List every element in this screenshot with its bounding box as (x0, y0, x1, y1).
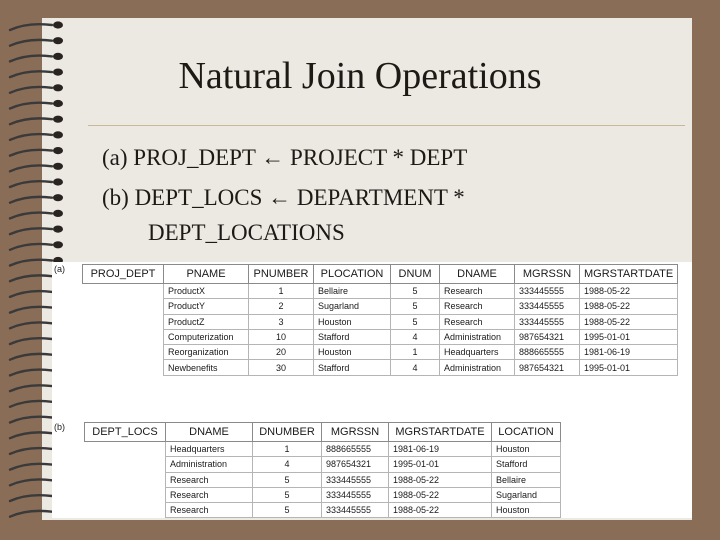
table-cell: Research (440, 314, 515, 329)
column-header: MGRSTARTDATE (580, 265, 678, 284)
table-cell: 333445555 (322, 487, 389, 502)
spiral-ring (10, 194, 63, 203)
spiral-ring (10, 147, 63, 156)
table-cell: Stafford (314, 329, 391, 344)
table-cell: ProductY (164, 299, 249, 314)
table-cell: 1988-05-22 (389, 487, 492, 502)
table-cell: 1981-06-19 (580, 345, 678, 360)
table-cell: 20 (249, 345, 314, 360)
table-cell: Newbenefits (164, 360, 249, 375)
column-header: DNAME (440, 265, 515, 284)
table-cell: 333445555 (322, 503, 389, 518)
table-cell: 987654321 (515, 360, 580, 375)
table-cell: 1988-05-22 (580, 314, 678, 329)
relation-name-header: PROJ_DEPT (83, 265, 164, 284)
table-row (83, 360, 678, 375)
table-cell: ProductZ (164, 314, 249, 329)
table-cell: 333445555 (515, 314, 580, 329)
column-header: LOCATION (492, 423, 561, 442)
row-spacer (85, 487, 166, 502)
table-cell: 1988-05-22 (389, 472, 492, 487)
column-header: MGRSSN (515, 265, 580, 284)
table-cell: Computerization (164, 329, 249, 344)
table-cell: 1988-05-22 (580, 299, 678, 314)
figure-b-tag: (b) (54, 422, 65, 432)
table-cell: Research (166, 503, 253, 518)
title-divider (88, 125, 685, 126)
column-header: MGRSSN (322, 423, 389, 442)
table-row (85, 472, 561, 487)
table-row (83, 299, 678, 314)
slide-title: Natural Join Operations (178, 55, 542, 97)
table-proj-dept (82, 264, 678, 376)
table-cell: 2 (249, 299, 314, 314)
row-spacer (85, 503, 166, 518)
table-dept-locs (84, 422, 561, 518)
table-cell: Sugarland (492, 487, 561, 502)
table-cell: Administration (440, 360, 515, 375)
table-row (83, 314, 678, 329)
row-spacer (83, 345, 164, 360)
row-spacer (83, 284, 164, 299)
table-cell: 888665555 (322, 442, 389, 457)
table-row (85, 442, 561, 457)
table-cell: Research (440, 284, 515, 299)
table-cell: 5 (253, 472, 322, 487)
spiral-ring (10, 178, 63, 187)
table-cell: 4 (253, 457, 322, 472)
row-spacer (85, 472, 166, 487)
table-header-row (85, 423, 561, 442)
table-cell: 5 (253, 487, 322, 502)
table-header-row (83, 265, 678, 284)
table-cell: 1995-01-01 (580, 329, 678, 344)
spiral-ring (10, 21, 63, 30)
table-cell: 333445555 (515, 299, 580, 314)
table-cell: Houston (492, 442, 561, 457)
column-header: PNUMBER (249, 265, 314, 284)
table-cell: Headquarters (166, 442, 253, 457)
table-cell: Houston (492, 503, 561, 518)
row-spacer (85, 442, 166, 457)
table-cell: ProductX (164, 284, 249, 299)
table-cell: Houston (314, 345, 391, 360)
column-header: MGRSTARTDATE (389, 423, 492, 442)
table-row (83, 345, 678, 360)
table-cell: Bellaire (314, 284, 391, 299)
table-cell: 30 (249, 360, 314, 375)
table-cell: 987654321 (322, 457, 389, 472)
table-cell: 5 (391, 299, 440, 314)
line-dept-locations: DEPT_LOCATIONS (102, 220, 345, 245)
table-cell: 1995-01-01 (389, 457, 492, 472)
table-row (83, 329, 678, 344)
table-cell: 1 (253, 442, 322, 457)
spiral-ring (10, 116, 63, 125)
table-cell: 5 (391, 314, 440, 329)
table-cell: Stafford (492, 457, 561, 472)
table-cell: Sugarland (314, 299, 391, 314)
table-cell: 333445555 (322, 472, 389, 487)
column-header: PNAME (164, 265, 249, 284)
table-cell: Research (166, 472, 253, 487)
column-header: DNUMBER (253, 423, 322, 442)
row-spacer (83, 360, 164, 375)
table-cell: 1 (391, 345, 440, 360)
spiral-ring (10, 241, 63, 250)
table-cell: 4 (391, 360, 440, 375)
table-cell: Headquarters (440, 345, 515, 360)
line-proj-dept: (a) PROJ_DEPT ← PROJECT * DEPT (102, 145, 468, 170)
spiral-ring (10, 226, 63, 235)
table-cell: Research (440, 299, 515, 314)
table-cell: Bellaire (492, 472, 561, 487)
table-cell: Stafford (314, 360, 391, 375)
table-row (85, 457, 561, 472)
table-cell: Houston (314, 314, 391, 329)
table-cell: 10 (249, 329, 314, 344)
column-header: DNUM (391, 265, 440, 284)
row-spacer (83, 329, 164, 344)
table-cell: 5 (391, 284, 440, 299)
relations-figure (52, 262, 692, 518)
table-row (85, 487, 561, 502)
table-cell: Administration (440, 329, 515, 344)
table-cell: 3 (249, 314, 314, 329)
table-row (85, 503, 561, 518)
row-spacer (83, 314, 164, 329)
table-cell: 1981-06-19 (389, 442, 492, 457)
table-cell: 987654321 (515, 329, 580, 344)
column-header: DNAME (166, 423, 253, 442)
row-spacer (85, 457, 166, 472)
spiral-ring (10, 100, 63, 109)
row-spacer (83, 299, 164, 314)
figure-a-tag: (a) (54, 264, 65, 274)
table-cell: Research (166, 487, 253, 502)
table-cell: 1988-05-22 (389, 503, 492, 518)
table-cell: 1995-01-01 (580, 360, 678, 375)
spiral-ring (10, 210, 63, 219)
spiral-ring (10, 131, 63, 140)
table-cell: 888665555 (515, 345, 580, 360)
table-cell: Administration (166, 457, 253, 472)
table-cell: 4 (391, 329, 440, 344)
table-cell: 1988-05-22 (580, 284, 678, 299)
relation-name-header: DEPT_LOCS (85, 423, 166, 442)
spiral-ring (10, 163, 63, 172)
line-dept-locs: (b) DEPT_LOCS ← DEPARTMENT * (102, 185, 465, 210)
spiral-ring (10, 37, 63, 46)
table-cell: 333445555 (515, 284, 580, 299)
table-cell: Reorganization (164, 345, 249, 360)
table-cell: 5 (253, 503, 322, 518)
column-header: PLOCATION (314, 265, 391, 284)
table-cell: 1 (249, 284, 314, 299)
table-row (83, 284, 678, 299)
